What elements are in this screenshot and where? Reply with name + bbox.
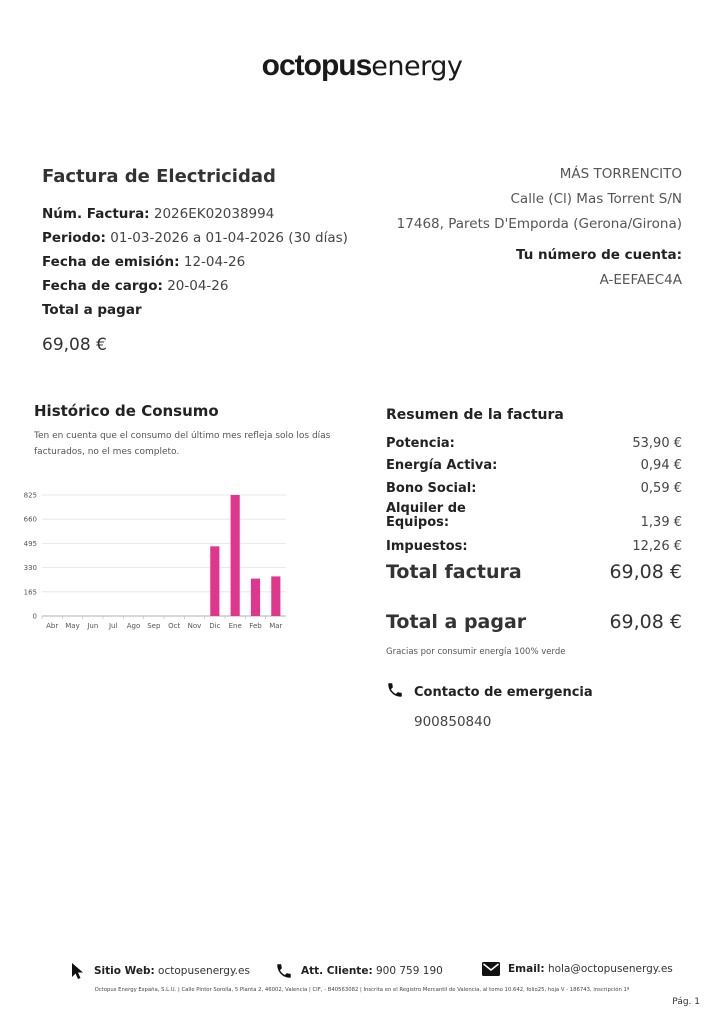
summary-total-pay-value: 69,08 € bbox=[609, 611, 682, 633]
y-tick-label: 660 bbox=[23, 515, 37, 524]
invoice-charge-date: 20-04-26 bbox=[167, 278, 229, 294]
summary-value: 0,59 € bbox=[640, 481, 682, 496]
invoice-charge-label: Fecha de cargo: bbox=[42, 278, 163, 294]
invoice-issue-date: 12-04-26 bbox=[183, 254, 246, 270]
invoice-period: 01-03-2026 a 01-04-2026 (30 días) bbox=[110, 230, 348, 246]
y-tick-label: 825 bbox=[23, 491, 37, 500]
footer-email[interactable] bbox=[482, 962, 673, 976]
bar bbox=[210, 546, 219, 616]
footer-legal: Octopus Energy España, S.L.U. | Calle Pintor Sorolla, 5 Planta 2, 46002, Valencia | CIF, - B40563082 | Inscrita en el Registro Mercantil de Valencia, al tomo 10.642, folio25, hoja V - 186743, inscripción 1ª bbox=[94, 987, 630, 993]
account-number: A-EEFAEC4A bbox=[599, 272, 682, 288]
invoice-period-label: Periodo: bbox=[42, 230, 106, 246]
footer-web-label: Sitio Web: bbox=[94, 965, 155, 977]
summary-label: Bono Social: bbox=[386, 481, 477, 496]
summary-label: Potencia: bbox=[386, 436, 455, 451]
x-tick-label: Mar bbox=[269, 622, 283, 630]
summary-total-invoice bbox=[386, 561, 682, 583]
x-tick-label: Dic bbox=[209, 622, 221, 630]
bar bbox=[251, 579, 260, 616]
summary-label: Impuestos: bbox=[386, 539, 468, 554]
bar bbox=[271, 576, 280, 616]
invoice-issue-label: Fecha de emisión: bbox=[42, 254, 180, 270]
brand-logo bbox=[0, 46, 724, 87]
emergency-phone[interactable]: 900850840 bbox=[414, 714, 492, 730]
footer-email-address[interactable]: hola@octopusenergy.es bbox=[547, 963, 673, 975]
invoice-issue-row bbox=[42, 254, 245, 270]
phone-icon bbox=[386, 681, 404, 699]
x-tick-label: Abr bbox=[46, 622, 59, 630]
emergency-title: Contacto de emergencia bbox=[414, 685, 593, 700]
summary-row-energia bbox=[386, 458, 682, 473]
footer-website[interactable] bbox=[70, 962, 250, 980]
y-tick-label: 165 bbox=[23, 588, 37, 597]
customer-name: MÁS TORRENCITO bbox=[559, 166, 682, 182]
summary-label bbox=[386, 502, 466, 530]
x-tick-label: Oct bbox=[168, 622, 181, 630]
customer-address-1: Calle (Cl) Mas Torrent S/N bbox=[510, 191, 682, 207]
summary-row-alquiler bbox=[386, 502, 682, 530]
invoice-total-amount: 69,08 € bbox=[42, 335, 107, 355]
logo-bold-text: octopus bbox=[261, 49, 372, 82]
y-tick-label: 0 bbox=[32, 612, 37, 621]
summary-value: 0,94 € bbox=[640, 458, 682, 473]
invoice-period-row bbox=[42, 230, 348, 246]
summary-total-invoice-label: Total factura bbox=[386, 561, 522, 583]
invoice-number-label: Núm. Factura: bbox=[42, 206, 150, 222]
x-tick-label: Jun bbox=[87, 622, 99, 630]
summary-total-pay bbox=[386, 611, 682, 633]
summary-total-invoice-value: 69,08 € bbox=[609, 561, 682, 583]
logo-light-text: energy bbox=[371, 51, 463, 82]
invoice-number-row bbox=[42, 206, 274, 222]
summary-value: 1,39 € bbox=[640, 515, 682, 530]
consumption-chart bbox=[10, 485, 292, 635]
x-tick-label: Ene bbox=[228, 622, 242, 630]
summary-label-line-2: Equipos: bbox=[386, 515, 450, 530]
envelope-icon bbox=[482, 962, 500, 976]
footer-web[interactable]: octopusenergy.es bbox=[158, 965, 250, 977]
invoice-title: Factura de Electricidad bbox=[42, 166, 276, 187]
x-tick-label: Sep bbox=[147, 622, 161, 630]
x-tick-label: Feb bbox=[249, 622, 262, 630]
summary-total-pay-label: Total a pagar bbox=[386, 611, 527, 633]
page-number: Pág. 1 bbox=[672, 997, 700, 1007]
summary-label-line-1: Alquiler de bbox=[386, 501, 466, 516]
x-tick-label: May bbox=[65, 622, 80, 630]
x-tick-label: Nov bbox=[187, 622, 202, 630]
customer-address-2: 17468, Parets D'Emporda (Gerona/Girona) bbox=[396, 216, 682, 232]
summary-title: Resumen de la factura bbox=[386, 407, 564, 423]
phone-icon bbox=[275, 962, 293, 980]
x-tick-label: Jul bbox=[108, 622, 118, 630]
footer-phone[interactable] bbox=[275, 962, 443, 980]
history-note: Ten en cuenta que el consumo del último mes refleja solo los días facturados, no el mes completo. bbox=[34, 431, 331, 457]
cursor-icon bbox=[70, 962, 86, 980]
invoice-number: 2026EK02038994 bbox=[153, 206, 275, 222]
invoice-total-label: Total a pagar bbox=[42, 302, 142, 318]
invoice-total-row bbox=[42, 302, 142, 318]
green-energy-note: Gracias por consumir energía 100% verde bbox=[386, 647, 566, 657]
x-tick-label: Ago bbox=[126, 622, 141, 630]
invoice-charge-row bbox=[42, 278, 228, 294]
history-title: Histórico de Consumo bbox=[34, 402, 219, 420]
bar bbox=[231, 495, 240, 616]
footer-email-label: Email: bbox=[508, 963, 545, 975]
summary-label: Energía Activa: bbox=[386, 458, 498, 473]
summary-row-impuestos bbox=[386, 539, 682, 554]
summary-value: 53,90 € bbox=[632, 436, 682, 451]
summary-row-bono bbox=[386, 481, 682, 496]
footer-phone-number[interactable]: 900 759 190 bbox=[376, 965, 443, 977]
account-label: Tu número de cuenta: bbox=[516, 247, 682, 263]
summary-value: 12,26 € bbox=[632, 539, 682, 554]
y-tick-label: 495 bbox=[23, 539, 37, 548]
footer-phone-label: Att. Cliente: bbox=[301, 965, 373, 977]
y-tick-label: 330 bbox=[23, 564, 37, 573]
summary-row-potencia bbox=[386, 436, 682, 451]
